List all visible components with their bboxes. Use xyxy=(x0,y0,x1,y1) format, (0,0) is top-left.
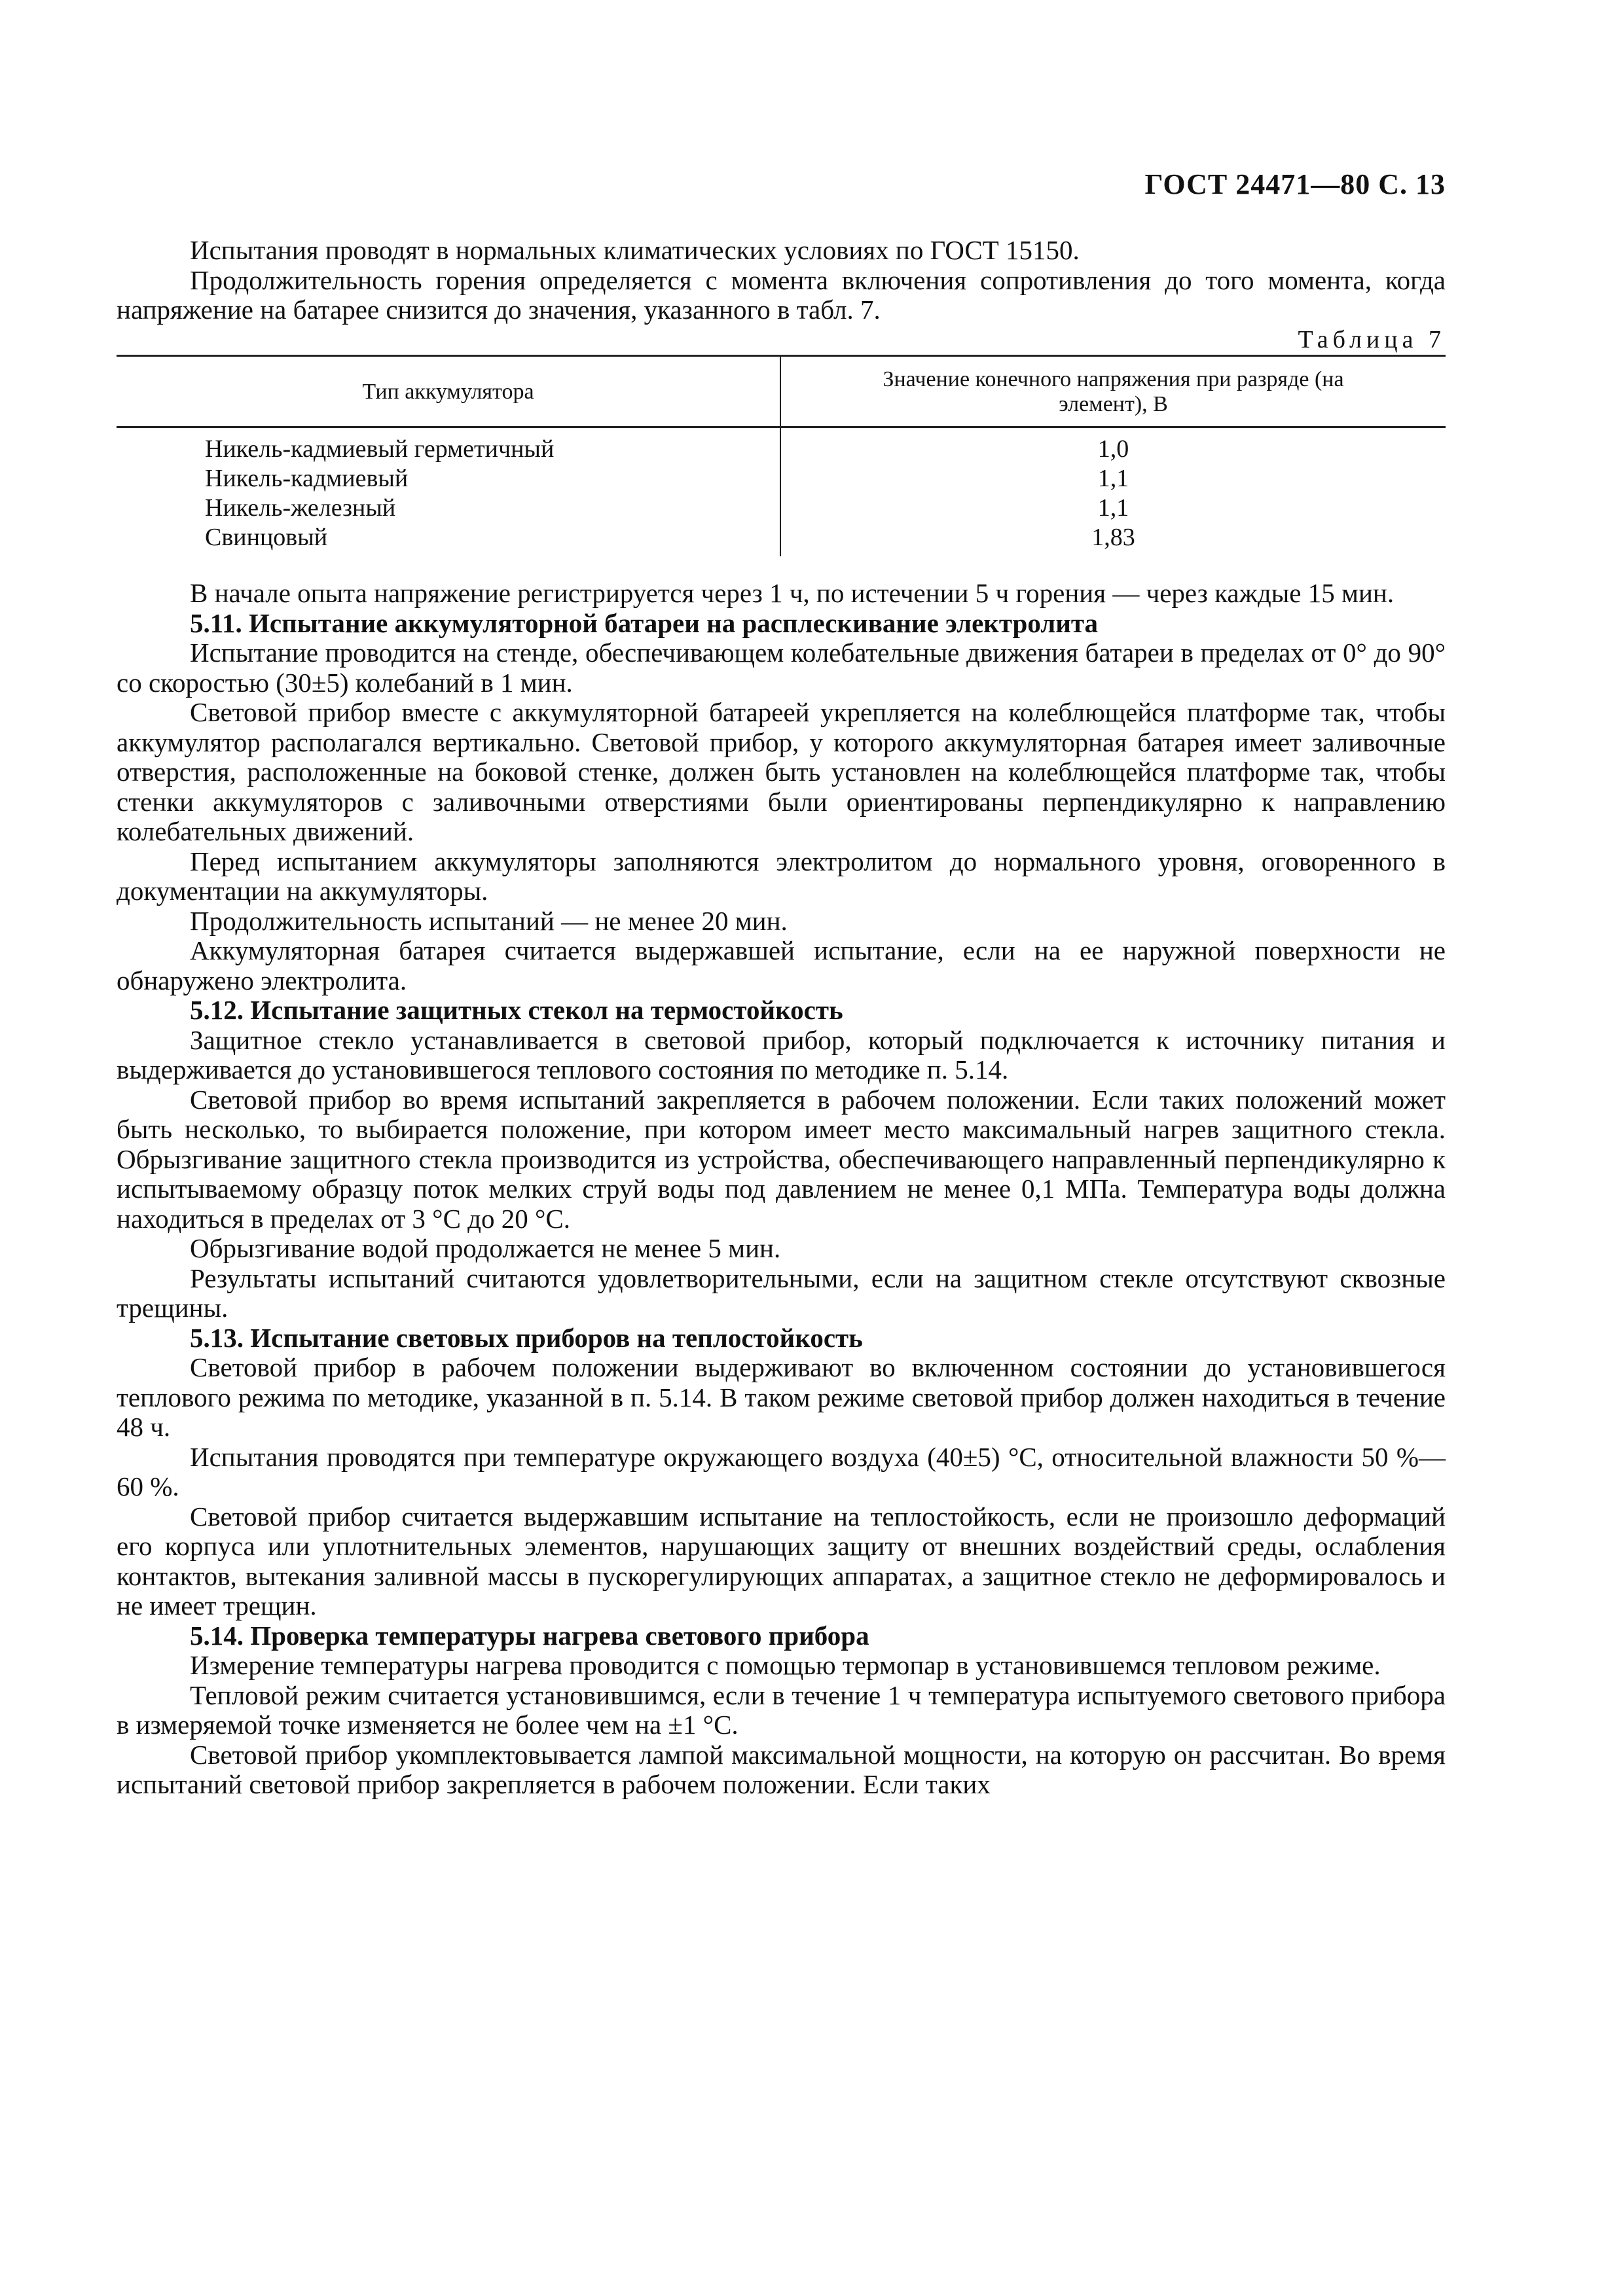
body-paragraph: Защитное стекло устанавливается в световой прибор, который подключается к источнику питания и выдерживается до установившегося теплового состояния по методике п. 5.14. xyxy=(117,1024,1446,1085)
body-paragraph: Тепловой режим считается установившимся, если в течение 1 ч температура испытуемого светового прибора в измеряемой точке изменяется не более чем на ±1 °С. xyxy=(117,1679,1446,1740)
table-caption: Таблица 7 xyxy=(1298,325,1446,353)
table-row xyxy=(117,493,1446,523)
table-row xyxy=(117,523,1446,556)
cell-battery-type: Никель-кадмиевый xyxy=(117,464,780,493)
intro-paragraph: Продолжительность горения определяется с момента включения сопротивления до того момента, когда напряжение на батарее снизится до значения, указанного в табл. 7. xyxy=(117,264,1446,325)
body-paragraph: Световой прибор во время испытаний закрепляется в рабочем положении. Если таких положений может быть несколько, то выбирается положение, при котором имеет место максимальный нагрев защитного стекла. Обрызгивание защитного стекла производится из устройства, обеспечивающего направленный перпендикулярно к испытываемому образцу поток мелких струй воды под давлением не менее 0,1 МПа. Температура воды должна находиться в пределах от 3 °С до 20 °С. xyxy=(117,1084,1446,1234)
section-heading: 5.14. Проверка температуры нагрева светового прибора xyxy=(190,1620,869,1651)
cell-battery-type: Никель-кадмиевый герметичный xyxy=(117,427,780,465)
body-paragraph: Световой прибор вместе с аккумуляторной батареей укрепляется на колеблющейся платформе так, чтобы аккумулятор располагался вертикально. Световой прибор, у которого аккумуляторная батарея имеет заливочные отверстия, расположенные на боковой стенке, должен быть установлен на колеблющейся платформе так, чтобы стенки аккумуляторов с заливочными отверстиями были ориентированы перпендикулярно к направлению колебательных движений. xyxy=(117,697,1446,846)
table-header-type: Тип аккумулятора xyxy=(117,356,780,427)
body-paragraph: В начале опыта напряжение регистрируется через 1 ч, по истечении 5 ч горения — через каждые 15 мин. xyxy=(190,578,1395,608)
cell-final-voltage: 1,1 xyxy=(1097,465,1129,492)
table-body xyxy=(117,427,1446,557)
body-paragraph: Аккумуляторная батарея считается выдержавшей испытание, если на ее наружной поверхности не обнаружено электролита. xyxy=(117,935,1446,996)
body-paragraph: Продолжительность испытаний — не менее 20 мин. xyxy=(190,905,788,936)
body-paragraph: Результаты испытаний считаются удовлетворительными, если на защитном стекле отсутствуют сквозные трещины. xyxy=(117,1263,1446,1323)
section-heading: 5.11. Испытание аккумуляторной батареи на расплескивание электролита xyxy=(190,607,1099,638)
body-paragraph: Испытания проводятся при температуре окружающего воздуха (40±5) °С, относительной влажности 50 %—60 %. xyxy=(117,1441,1446,1501)
body-paragraph: Световой прибор в рабочем положении выдерживают во включенном состоянии до установившегося теплового режима по методике, указанной в п. 5.14. В таком режиме световой прибор должен находиться в течение 48 ч. xyxy=(117,1352,1446,1442)
document-body xyxy=(117,236,1446,1800)
cell-battery-type: Никель-железный xyxy=(117,493,780,523)
body-paragraph: Световой прибор считается выдержавшим испытание на теплостойкость, если не произошло деформаций его корпуса или уплотнительных элементов, нарушающих защиту от внешних воздействий среды, ослабления контактов, вытекания заливной массы в пускорегулирующих аппаратах, а защитное стекло не деформировалось и не имеет трещин. xyxy=(117,1501,1446,1621)
section-heading: 5.13. Испытание световых приборов на теплостойкость xyxy=(190,1322,863,1353)
table-header-voltage-text: Значение конечного напряжения при разряде (на элемент), В xyxy=(883,367,1344,416)
cell-final-voltage: 1,0 xyxy=(1097,435,1129,463)
battery-voltage-table xyxy=(117,355,1446,556)
body-paragraph: Измерение температуры нагрева проводится с помощью термопар в установившемся тепловом режиме. xyxy=(190,1650,1381,1680)
body-paragraph: Световой прибор укомплектовывается лампой максимальной мощности, на которую он рассчитан. Во время испытаний световой прибор закрепляется в рабочем положении. Если таких xyxy=(117,1739,1446,1799)
body-paragraph: Обрызгивание водой продолжается не менее 5 мин. xyxy=(190,1233,781,1263)
table-row xyxy=(117,427,1446,465)
cell-final-voltage: 1,1 xyxy=(1097,494,1129,522)
intro-paragraph: Испытания проводят в нормальных климатических условиях по ГОСТ 15150. xyxy=(190,235,1080,265)
body-paragraph: Перед испытанием аккумуляторы заполняются электролитом до нормального уровня, оговоренного в документации на аккумуляторы. xyxy=(117,846,1446,906)
body-blocks xyxy=(117,579,1446,1800)
document-page xyxy=(117,0,1446,2296)
cell-battery-type: Свинцовый xyxy=(117,523,780,556)
page-header: ГОСТ 24471—80 С. 13 xyxy=(1144,168,1446,200)
table-header-voltage xyxy=(780,356,1446,427)
table-row xyxy=(117,464,1446,493)
body-paragraph: Испытание проводится на стенде, обеспечивающем колебательные движения батареи в пределах от 0° до 90° со скоростью (30±5) колебаний в 1 мин. xyxy=(117,637,1446,698)
section-heading: 5.12. Испытание защитных стекол на термостойкость xyxy=(190,995,843,1025)
cell-final-voltage: 1,83 xyxy=(1091,524,1135,551)
